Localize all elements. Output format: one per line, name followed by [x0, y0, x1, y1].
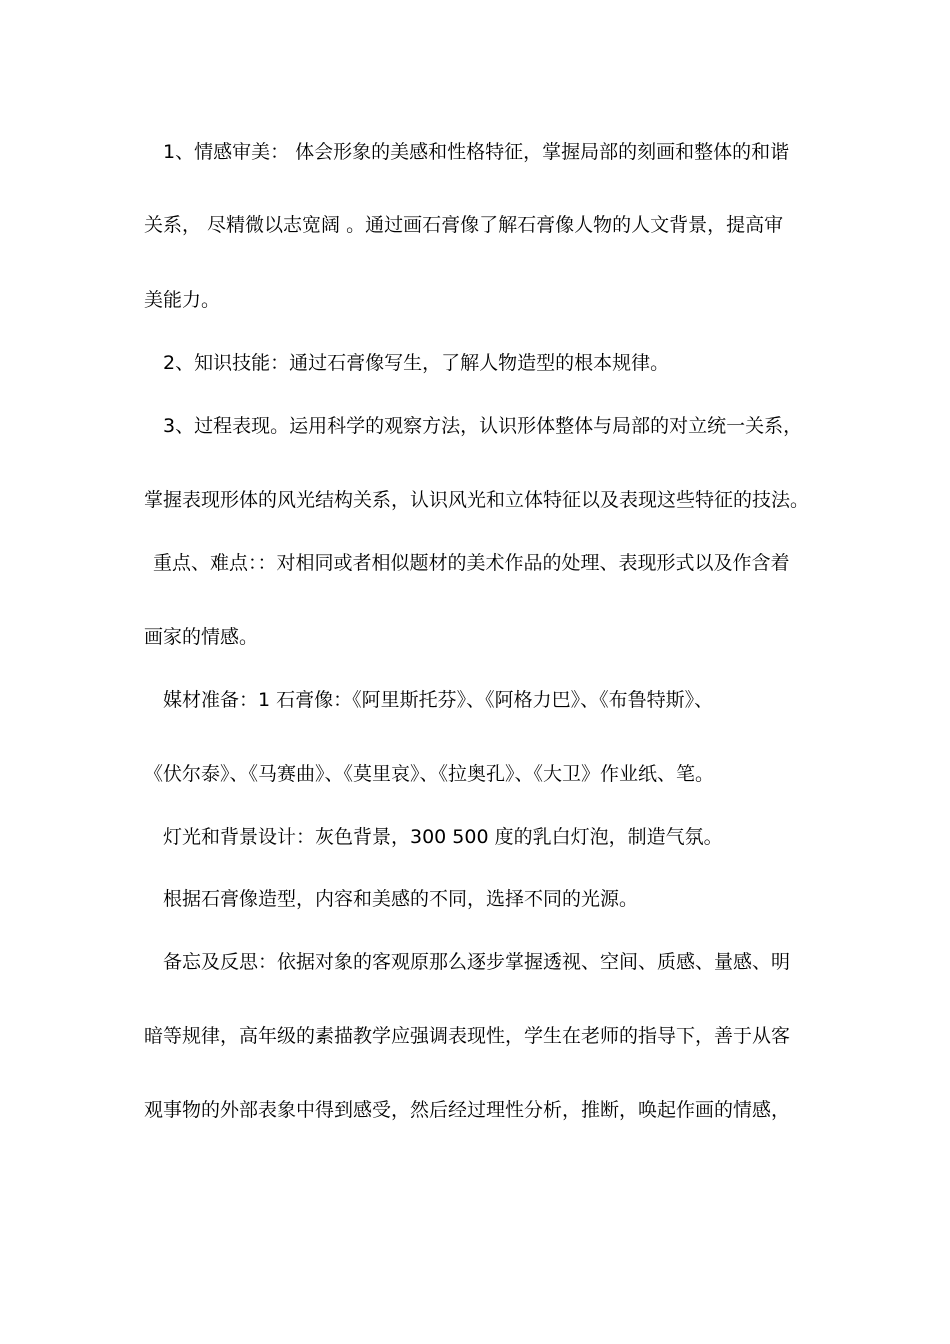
paragraph-line: 画家的情感。: [144, 626, 259, 648]
paragraph-line: 掌握表现形体的风光结构关系，认识风光和立体特征以及表现这些特征的技法。: [144, 489, 810, 511]
paragraph-line-materials: 媒材准备：1 石膏像：《阿里斯托芬》、《阿格力巴》、《布鲁特斯》、: [163, 689, 714, 711]
paragraph-line-emotion-aesthetics: 1、情感审美： 体会形象的美感和性格特征，掌握局部的刻画和整体的和谐: [163, 141, 790, 163]
paragraph-line: 《伏尔泰》、《马赛曲》、《莫里哀》、《拉奥孔》、《大卫》作业纸、笔。: [144, 763, 715, 785]
paragraph-line: 美能力。: [144, 289, 221, 311]
paragraph-line-key-points: 重点、难点：：对相同或者相似题材的美术作品的处理、表现形式以及作含着: [153, 552, 790, 574]
paragraph-line-reflection: 备忘及反思：依据对象的客观原那么逐步掌握透视、空间、质感、量感、明: [163, 951, 791, 973]
paragraph-line-process-expression: 3、过程表现。运用科学的观察方法，认识形体整体与局部的对立统一关系，: [163, 415, 803, 437]
paragraph-line-knowledge-skills: 2、知识技能：通过石膏像写生，了解人物造型的根本规律。: [163, 352, 670, 374]
paragraph-line: 关系， 尽精微以志宽阔 。通过画石膏像了解石膏像人物的人文背景，提高审: [144, 214, 784, 236]
paragraph-line: 观事物的外部表象中得到感受，然后经过理性分析，推断，唤起作画的情感，: [144, 1099, 791, 1121]
paragraph-line-light-source: 根据石膏像造型，内容和美感的不同，选择不同的光源。: [163, 888, 639, 910]
paragraph-line-lighting: 灯光和背景设计：灰色背景，300 500 度的乳白灯泡，制造气氛。: [163, 826, 723, 848]
paragraph-line: 暗等规律，高年级的素描教学应强调表现性，学生在老师的指导下，善于从客: [144, 1025, 791, 1047]
